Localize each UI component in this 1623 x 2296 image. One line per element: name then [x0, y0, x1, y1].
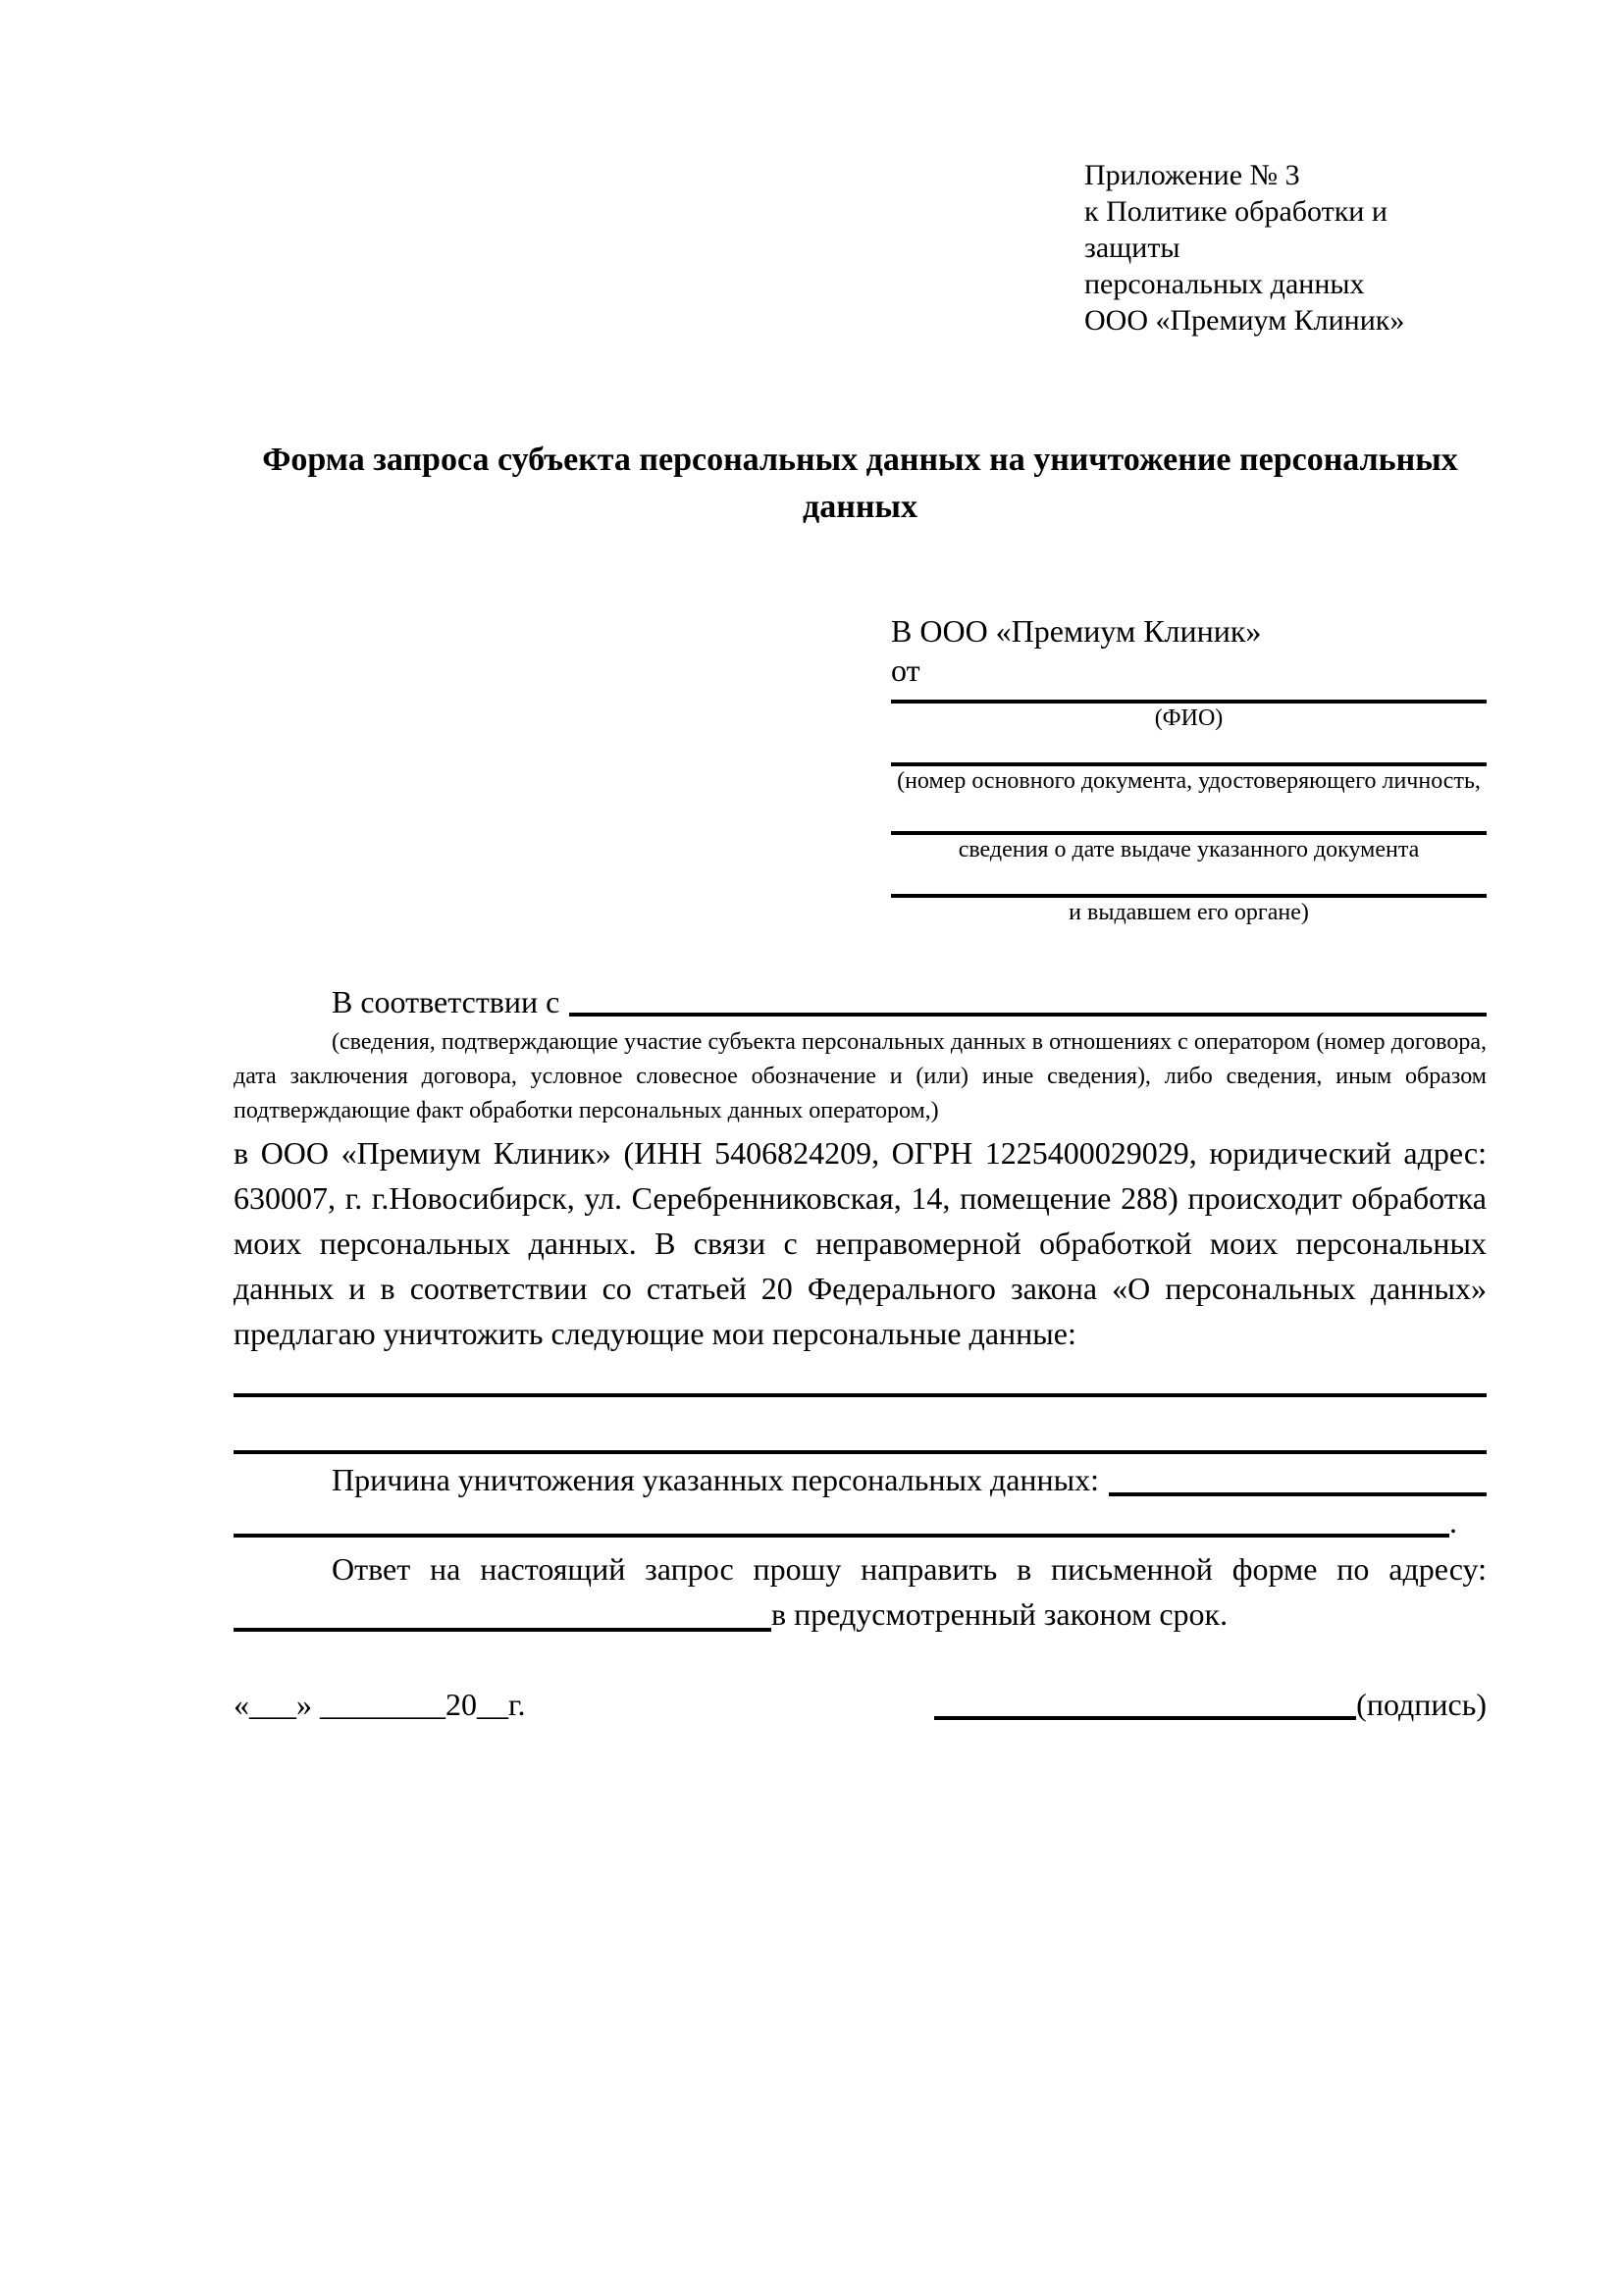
- appendix-block: [1084, 157, 1487, 339]
- issuing-authority-caption: и выдавшем его органе): [1069, 900, 1309, 925]
- fio-caption: (ФИО): [1154, 705, 1224, 731]
- addressee-block: [891, 611, 1487, 927]
- answer-sentence: Ответ на настоящий запрос прошу направить в письменной форме по адресу:: [332, 1551, 1487, 1587]
- accordance-lead: В соответствии с: [332, 984, 560, 1019]
- appendix-line-4: ООО «Премиум Клиник»: [1084, 304, 1405, 337]
- document-number-caption: (номер основного документа, удостоверяющего личность,: [897, 768, 1481, 794]
- data-to-destroy-blank-line-2: [234, 1397, 1487, 1454]
- appendix-line-3: персональных данных: [1084, 268, 1365, 300]
- accordance-blank-line: [569, 1013, 1487, 1017]
- addressee-to: В ООО «Премиум Клиник»: [891, 613, 1262, 649]
- appendix-line-1: Приложение № 3: [1084, 159, 1300, 191]
- signature-caption: (подпись): [1356, 1687, 1487, 1722]
- answer-address-row: [234, 1592, 1487, 1637]
- accordance-row: [234, 982, 1487, 1021]
- signature-blank-line: [934, 1716, 1356, 1720]
- main-paragraph: в ООО «Премиум Клиник» (ИНН 5406824209, ОГРН 1225400029029, юридический адрес: 630007, г. г.Новосибирск, ул. Серебренниковская, 14, помещение 288) происходит обработка моих персональных данных. В связи с неправомерной обработкой моих персональных данных и в соответствии со статьей 20 Федерального закона «О персональных данных» предлагаю уничтожить следующие мои персональные данные:: [234, 1135, 1487, 1351]
- answer-tail: в предусмотренный законом срок.: [771, 1596, 1229, 1632]
- period-mark: .: [1449, 1504, 1457, 1539]
- reason-lead: Причина уничтожения указанных персональных данных:: [332, 1462, 1100, 1497]
- address-blank-line: [234, 1628, 771, 1632]
- accordance-note: (сведения, подтверждающие участие субъекта персональных данных в отношениях с оператором (номер договора, дата заключения договора, условное словесное обозначение и (или) иные сведения), либо сведения, иным образом подтверждающие факт обработки персональных данных оператором,): [234, 1029, 1487, 1123]
- reason-blank-line-2: [234, 1534, 1449, 1538]
- reason-row: [234, 1458, 1487, 1501]
- document-title: Форма запроса субъекта персональных данных на уничтожение персональных данных: [262, 442, 1458, 525]
- appendix-line-2: к Политике обработки и защиты: [1084, 195, 1387, 264]
- addressee-from: от: [891, 652, 920, 688]
- signature-group: [934, 1684, 1487, 1725]
- issue-date-caption: сведения о дате выдаче указанного документа: [958, 837, 1420, 862]
- date-template: «___» ________20__г.: [234, 1687, 526, 1722]
- date-signature-row: [234, 1684, 1487, 1725]
- reason-continuation-row: [234, 1501, 1457, 1542]
- reason-blank-line: [1109, 1492, 1487, 1496]
- data-to-destroy-blank-line-1: [234, 1356, 1487, 1397]
